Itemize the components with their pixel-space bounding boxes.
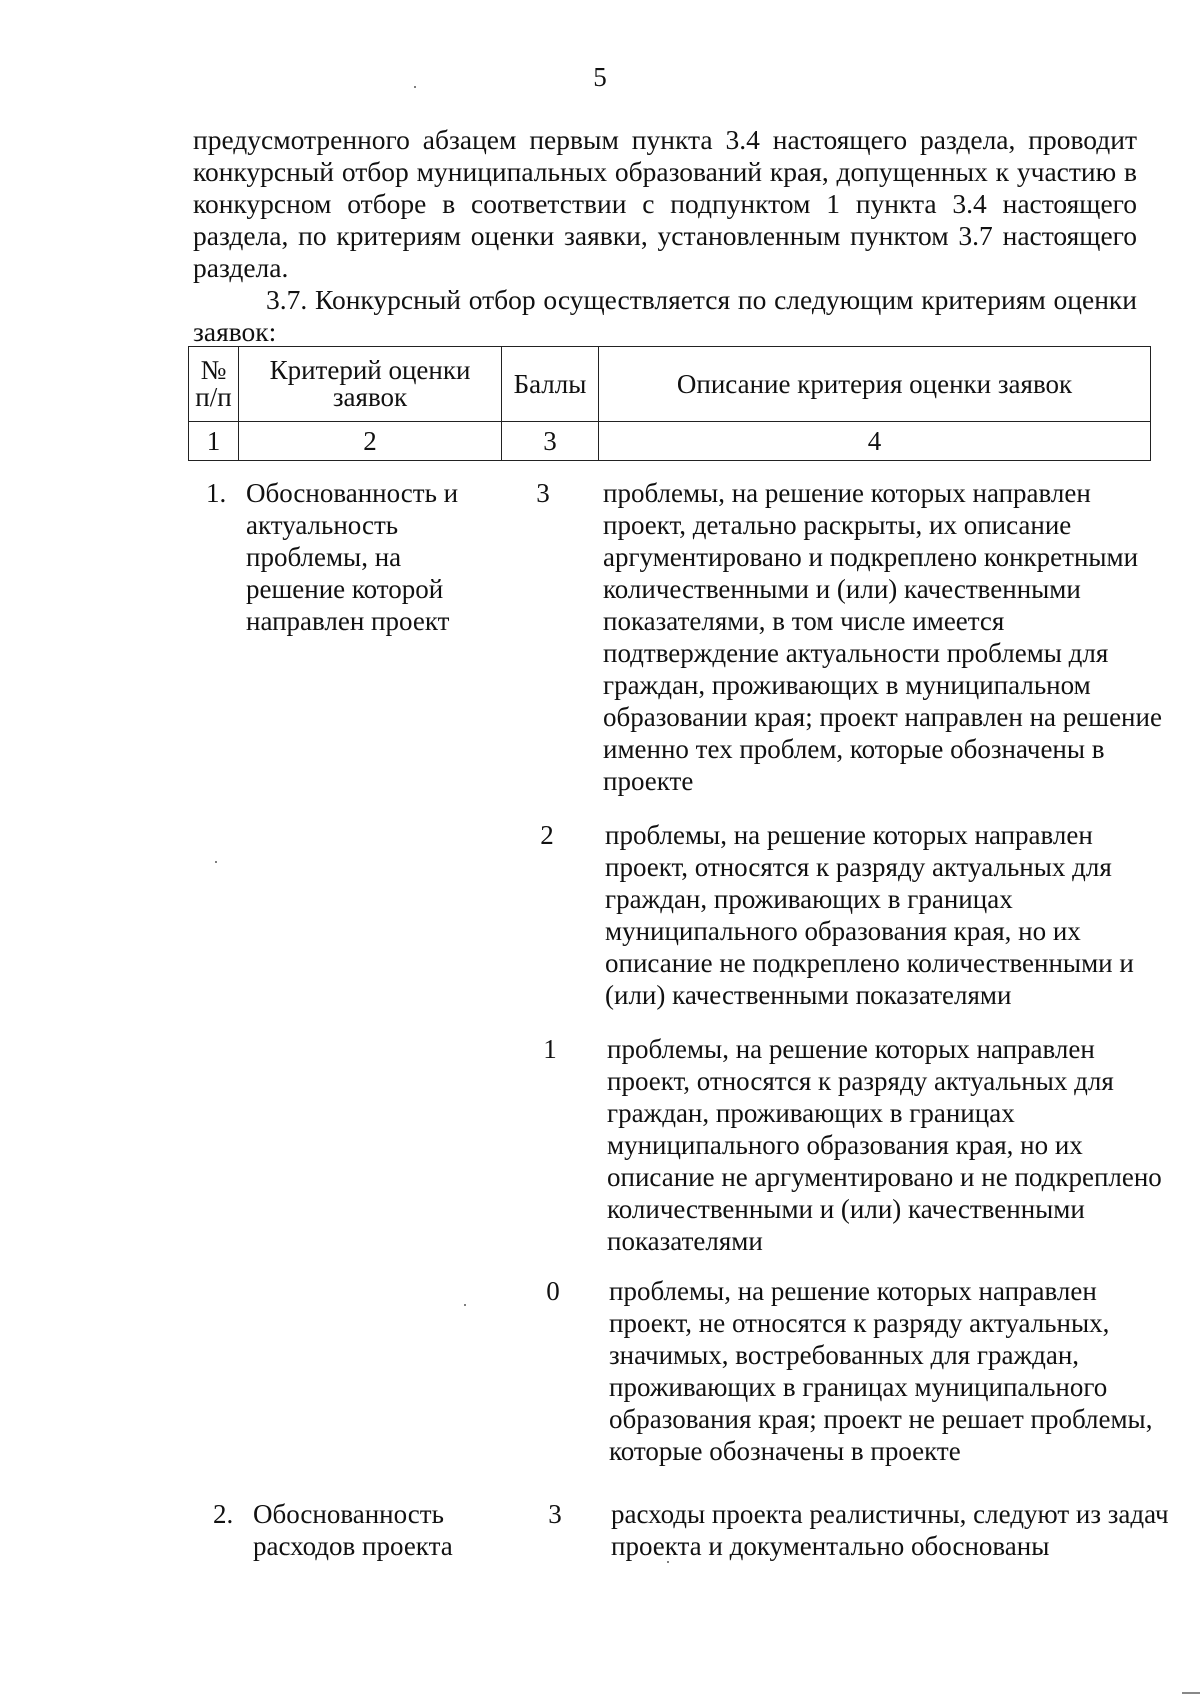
score-value: 2 <box>540 820 554 850</box>
intro-paragraph-1: предусмотренного абзацем первым пункта 3.4 настоящего раздела, проводит конкурсный отбор муниципальных образований края, допущенных к участию в конкурсном отборе в соответствии с подпунктом 1 пункта 3.4 настоящего раздела, по критериям оценки заявки, установленным пунктом 3.7 настоящего раздела. <box>193 124 1137 283</box>
criterion-name: Обоснованность и актуальность проблемы, на решение которой направлен проект <box>246 478 459 636</box>
header-criterion: Критерий оценки заявок <box>239 347 502 422</box>
score-value: 1 <box>543 1034 557 1064</box>
scan-speck <box>667 1561 669 1563</box>
header-num: № п/п <box>189 347 239 422</box>
score-description: проблемы, на решение которых направлен проект, относятся к разряду актуальных для граждан, проживающих в границах муниципального образования края, но их описание не подкреплено количественными и (или) качественными показателями <box>605 820 1134 1010</box>
intro-paragraph-2: 3.7. Конкурсный отбор осуществляется по следующим критериям оценки заявок: <box>193 284 1137 347</box>
criterion-number: 1. <box>206 478 227 508</box>
score-description: проблемы, на решение которых направлен проект, детально раскрыты, их описание аргументировано и подкреплено конкретными количественными и (или) качественными показателями, в том числе имеется подтверждение актуальности проблемы для граждан, проживающих в муниципальном образовании края; проект направлен на решение именно тех проблем, которые обозначены в проекте <box>603 478 1162 796</box>
score-description: проблемы, на решение которых направлен проект, не относятся к разряду актуальных, значимых, востребованных для граждан, проживающих в границах муниципального образования края; проект не решает проблемы, которые обозначены в проекте <box>609 1276 1153 1466</box>
scan-speck <box>414 86 416 88</box>
criterion-name: Обоснованность расходов проекта <box>253 1499 453 1561</box>
score-value: 3 <box>536 478 550 508</box>
column-number-2: 2 <box>239 422 502 461</box>
header-description: Описание критерия оценки заявок <box>599 347 1151 422</box>
score-value: 0 <box>546 1276 560 1306</box>
scan-speck <box>464 1304 466 1306</box>
score-description: расходы проекта реалистичны, следуют из задач проекта и документально обоснованы <box>611 1499 1169 1561</box>
score-value: 3 <box>548 1499 562 1529</box>
column-number-3: 3 <box>502 422 599 461</box>
page-number: 5 <box>593 62 607 92</box>
column-number-4: 4 <box>599 422 1151 461</box>
scan-speck <box>215 861 217 863</box>
header-score: Баллы <box>502 347 599 422</box>
score-description: проблемы, на решение которых направлен проект, относятся к разряду актуальных для граждан, проживающих в границах муниципального образования края, но их описание не аргументировано и не подкреплено количественными и (или) качественными показателями <box>607 1034 1162 1256</box>
scan-edge-mark <box>1182 1692 1200 1694</box>
criterion-number: 2. <box>213 1499 234 1529</box>
column-number-1: 1 <box>189 422 239 461</box>
